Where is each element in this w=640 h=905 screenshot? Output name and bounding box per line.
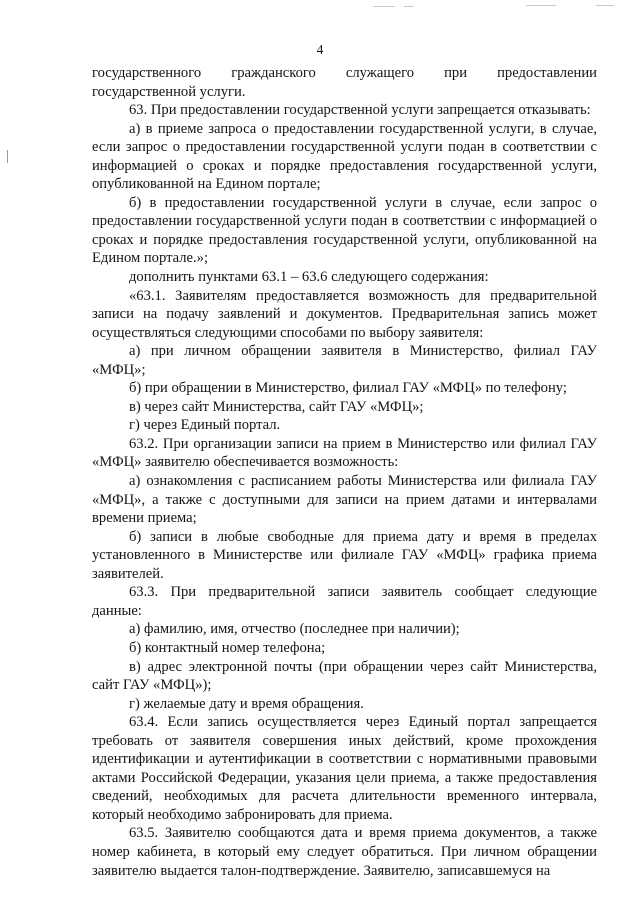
paragraph: в) адрес электронной почты (при обращении через сайт Министерства, сайт ГАУ «МФЦ»);	[92, 658, 597, 694]
scan-artifact	[373, 6, 395, 7]
paragraph: б) в предоставлении государственной услуги в случае, если запрос о предоставлении государственной услуги подан в соответствии с информацией о сроках и порядке предоставления государственной услуги, опубликованной на Едином портале.»;	[92, 194, 597, 267]
paragraph: г) через Единый портал.	[129, 417, 281, 434]
document-body	[92, 64, 597, 880]
paragraph: «63.1. Заявителям предоставляется возможность для предварительной записи на подачу заявлений и документов. Предварительная запись может осуществляться следующими способами по выбору заявителя:	[92, 287, 597, 341]
paragraph: а) фамилию, имя, отчество (последнее при наличии);	[129, 621, 460, 638]
scan-artifact	[526, 5, 556, 6]
paragraph: 63. При предоставлении государственной услуги запрещается отказывать:	[129, 102, 591, 119]
page-number: 4	[316, 42, 324, 57]
paragraph: а) при личном обращении заявителя в Министерство, филиал ГАУ «МФЦ»;	[92, 343, 597, 378]
paragraph: государственного гражданского служащего при предоставлении государственной услуги.	[92, 65, 597, 100]
paragraph: в) через сайт Министерства, сайт ГАУ «МФЦ»;	[129, 398, 424, 415]
scan-artifact	[404, 6, 414, 7]
paragraph: а) ознакомления с расписанием работы Министерства или филиала ГАУ «МФЦ», а также с доступными для записи на прием датами и интервалами времени приема;	[92, 473, 597, 527]
paragraph: г) желаемые дату и время обращения.	[129, 695, 364, 712]
paragraph: 63.2. При организации записи на прием в Министерство или филиал ГАУ «МФЦ» заявителю обеспечивается возможность:	[92, 435, 597, 471]
scan-artifact	[7, 150, 8, 163]
paragraph: б) при обращении в Министерство, филиал ГАУ «МФЦ» по телефону;	[129, 380, 567, 397]
paragraph: 63.3. При предварительной записи заявитель сообщает следующие данные:	[92, 584, 597, 619]
paragraph: б) контактный номер телефона;	[129, 639, 326, 656]
paragraph: б) записи в любые свободные для приема дату и время в пределах установленного в Министерстве или филиале ГАУ «МФЦ» графика приема заявителей.	[92, 528, 597, 582]
paragraph: а) в приеме запроса о предоставлении государственной услуги, в случае, если запрос о предоставлении государственной услуги подан в соответствии с информацией о сроках и порядке предоставления государственной услуги, опубликованной на Едином портале;	[92, 120, 597, 193]
scan-artifact	[596, 5, 614, 6]
paragraph: 63.4. Если запись осуществляется через Единый портал запрещается требовать от заявителя совершения иных действий, кроме прохождения идентификации и аутентификации в соответствии с нормативными правовыми актами Российской Федерации, указания цели приема, а также предоставления сведений, необходимых для расчета длительности временного интервала, который необходимо забронировать для приема.	[92, 714, 597, 823]
paragraph: 63.5. Заявителю сообщаются дата и время приема документов, а также номер кабинета, в который ему следует обратиться. При личном обращении заявителю выдается талон-подтверждение. Заявителю, записавшемуся на	[92, 825, 597, 879]
paragraph: дополнить пунктами 63.1 – 63.6 следующего содержания:	[129, 269, 489, 286]
